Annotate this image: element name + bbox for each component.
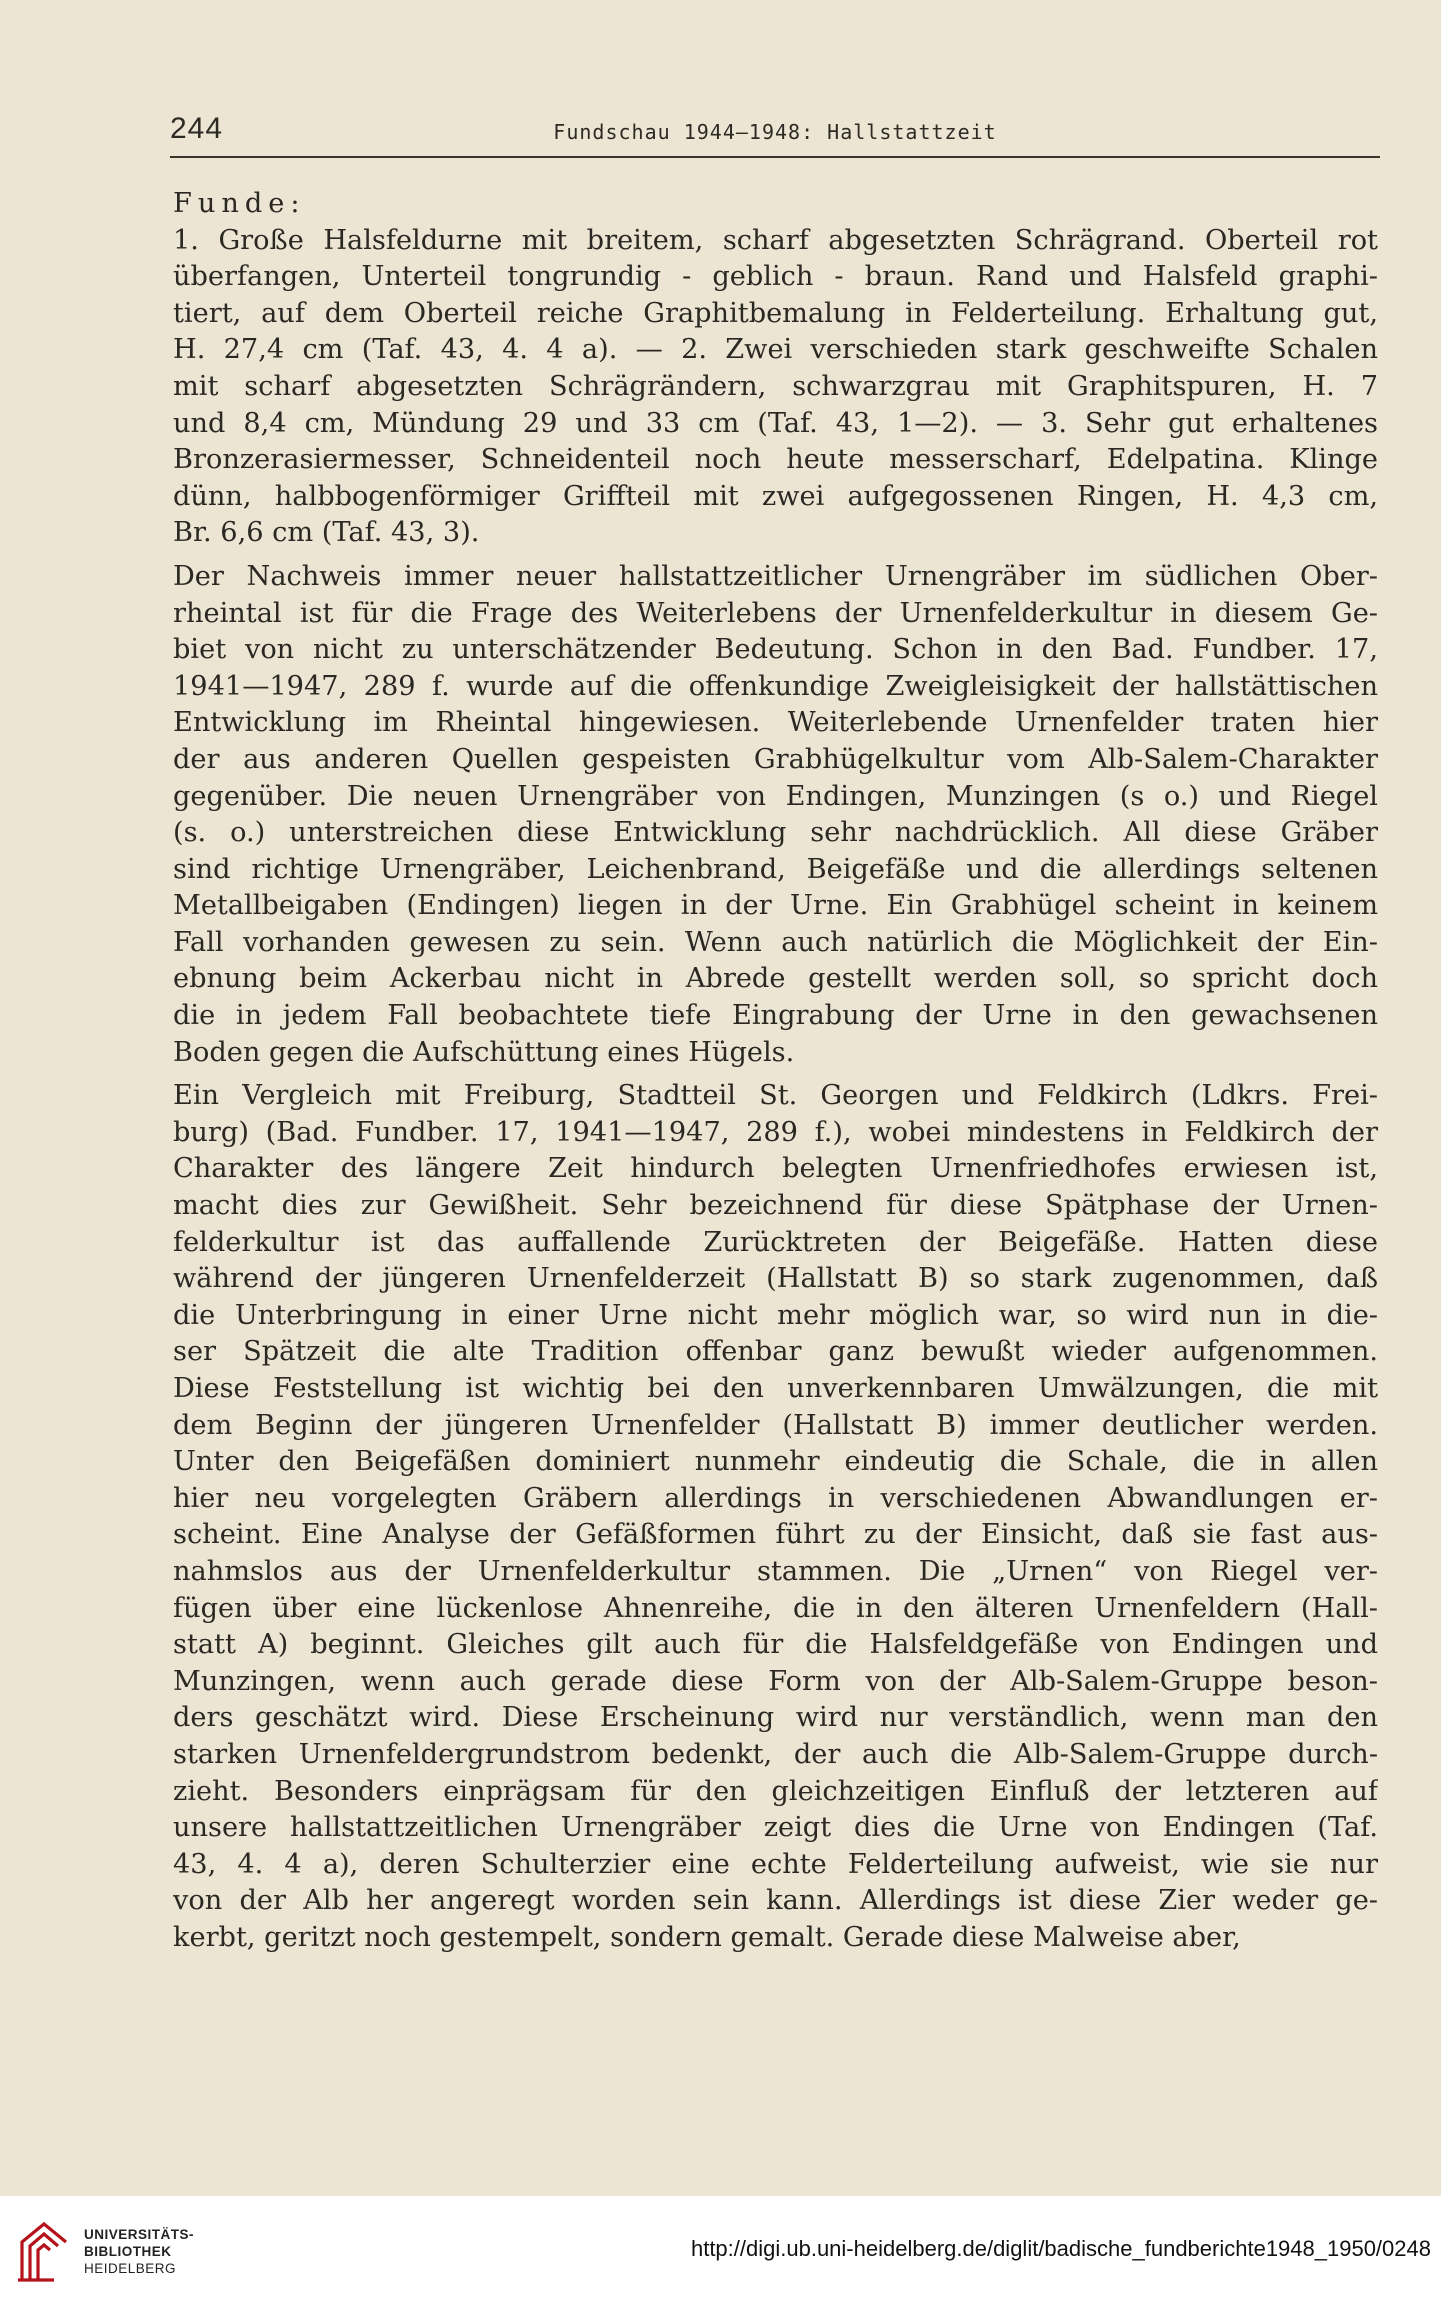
text-line: zieht. Besonders einprägsam für den gleichzeitigen Einfluß der letzteren auf <box>173 1775 1378 1807</box>
text-line: ser Spätzeit die alte Tradition offenbar ganz bewußt wieder aufgenommen. <box>173 1336 1378 1368</box>
text-line: hier neu vorgelegten Gräbern allerdings in verschiedenen Abwandlungen er- <box>173 1482 1378 1514</box>
text-line: 1941—1947, 289 f. wurde auf die offenkundige Zweigleisigkeit der hallstättischen <box>173 670 1378 702</box>
text-line: scheint. Eine Analyse der Gefäßformen führt zu der Einsicht, daß sie fast aus- <box>173 1519 1378 1551</box>
text-line: biet von nicht zu unterschätzender Bedeutung. Schon in den Bad. Fundber. 17, <box>173 634 1378 666</box>
text-line: dünn, halbbogenförmiger Griffteil mit zwei aufgegossenen Ringen, H. 4,3 cm, <box>173 480 1378 512</box>
text-line: tiert, auf dem Oberteil reiche Graphitbemalung in Felderteilung. Erhaltung gut, <box>173 297 1378 329</box>
paragraph-vergleich <box>173 1078 1378 1956</box>
text-line: Unter den Beigefäßen dominiert nunmehr eindeutig die Schale, die in allen <box>173 1446 1378 1478</box>
text-line: von der Alb her angeregt worden sein kann. Allerdings ist diese Zier weder ge- <box>173 1885 1378 1917</box>
footer <box>0 2196 1441 2311</box>
library-logo-icon <box>14 2220 76 2284</box>
text-line: während der jüngeren Urnenfelderzeit (Hallstatt B) so stark zugenommen, daß <box>173 1263 1378 1295</box>
text-line: Fall vorhanden gewesen zu sein. Wenn auch natürlich die Möglichkeit der Ein- <box>173 926 1378 958</box>
text-line: dem Beginn der jüngeren Urnenfelder (Hallstatt B) immer deutlicher werden. <box>173 1409 1378 1441</box>
text-line: Metallbeigaben (Endingen) liegen in der Urne. Ein Grabhügel scheint in keinem <box>173 890 1378 922</box>
text-line: ebnung beim Ackerbau nicht in Abrede gestellt werden soll, so spricht doch <box>173 963 1378 995</box>
text-line: fügen über eine lückenlose Ahnenreihe, die in den älteren Urnenfeldern (Hall- <box>173 1592 1378 1624</box>
text-line: die Unterbringung in einer Urne nicht mehr möglich war, so wird nun in die- <box>173 1299 1378 1331</box>
text-line: statt A) beginnt. Gleiches gilt auch für die Halsfeldgefäße von Endingen und <box>173 1629 1378 1661</box>
text-line: Munzingen, wenn auch gerade diese Form von der Alb-Salem-Gruppe beson- <box>173 1665 1378 1697</box>
page-number: 244 <box>170 112 224 145</box>
text-line: Br. 6,6 cm (Taf. 43, 3). <box>173 517 480 549</box>
text-line: überfangen, Unterteil tongrundig - geblich - braun. Rand und Halsfeld graphi- <box>173 261 1378 293</box>
library-name-line: BIBLIOTHEK <box>84 2244 172 2259</box>
text-line: Boden gegen die Aufschüttung eines Hügels. <box>173 1036 795 1068</box>
text-line: der aus anderen Quellen gespeisten Grabhügelkultur vom Alb-Salem-Charakter <box>173 743 1378 775</box>
finds-heading: Funde: <box>173 188 306 219</box>
text-line: Entwicklung im Rheintal hingewiesen. Weiterlebende Urnenfelder traten hier <box>173 707 1378 739</box>
running-head: Fundschau 1944—1948: Hallstattzeit <box>553 120 997 144</box>
body-text <box>173 186 1378 1957</box>
text-line: Charakter des längere Zeit hindurch belegten Urnenfriedhofes erwiesen ist, <box>173 1153 1378 1185</box>
text-line: nahmslos aus der Urnenfelderkultur stammen. Die „Urnen“ von Riegel ver- <box>173 1555 1378 1587</box>
source-url-link[interactable]: http://digi.ub.uni-heidelberg.de/diglit/badische_fundberichte1948_1950/0248 <box>690 2236 1431 2261</box>
library-name <box>84 2226 284 2277</box>
text-line: mit scharf abgesetzten Schrägrändern, schwarzgrau mit Graphitspuren, H. 7 <box>173 370 1378 402</box>
text-line: Diese Feststellung ist wichtig bei den unverkennbaren Umwälzungen, die mit <box>173 1373 1378 1404</box>
page-header <box>170 110 1380 158</box>
text-line: rheintal ist für die Frage des Weiterlebens der Urnenfelderkultur in diesem Ge- <box>173 597 1378 629</box>
text-line: 1. Große Halsfeldurne mit breitem, scharf abgesetzten Schrägrand. Oberteil rot <box>173 224 1378 256</box>
text-line: kerbt, geritzt noch gestempelt, sondern gemalt. Gerade diese Malweise aber, <box>173 1921 1241 1953</box>
text-line: Bronzerasiermesser, Schneidenteil noch heute messerscharf, Edelpatina. Klinge <box>173 444 1378 476</box>
text-line: felderkultur ist das auffallende Zurücktreten der Beigefäße. Hatten diese <box>173 1226 1378 1258</box>
text-line: ders geschätzt wird. Diese Erscheinung wird nur verständlich, wenn man den <box>173 1702 1378 1734</box>
text-line: Der Nachweis immer neuer hallstattzeitlicher Urnengräber im südlichen Ober- <box>173 560 1378 592</box>
text-line: Ein Vergleich mit Freiburg, Stadtteil St. Georgen und Feldkirch (Ldkrs. Frei- <box>173 1080 1378 1112</box>
text-line: die in jedem Fall beobachtete tiefe Eingrabung der Urne in den gewachsenen <box>173 1000 1378 1032</box>
text-line: starken Urnenfeldergrundstrom bedenkt, der auch die Alb-Salem-Gruppe durch- <box>173 1738 1378 1770</box>
text-line: unsere hallstattzeitlichen Urnengräber zeigt dies die Urne von Endingen (Taf. <box>173 1812 1378 1844</box>
text-line: gegenüber. Die neuen Urnengräber von Endingen, Munzingen (s o.) und Riegel <box>173 780 1378 812</box>
text-line: H. 27,4 cm (Taf. 43, 4. 4 a). — 2. Zwei verschieden stark geschweifte Schalen <box>173 334 1378 366</box>
text-line: 43, 4. 4 a), deren Schulterzier eine echte Felderteilung aufweist, wie sie nur <box>173 1848 1378 1880</box>
library-name-line: UNIVERSITÄTS- <box>84 2227 195 2242</box>
text-line: (s. o.) unterstreichen diese Entwicklung sehr nachdrücklich. All diese Gräber <box>173 817 1378 849</box>
paragraph-urnengraeber <box>173 559 1378 1071</box>
finds-paragraph <box>173 223 1378 552</box>
library-name-line: HEIDELBERG <box>84 2261 177 2276</box>
text-line: sind richtige Urnengräber, Leichenbrand, Beigefäße und die allerdings seltenen <box>173 853 1378 885</box>
text-line: und 8,4 cm, Mündung 29 und 33 cm (Taf. 43, 1—2). — 3. Sehr gut erhaltenes <box>173 407 1378 439</box>
text-line: burg) (Bad. Fundber. 17, 1941—1947, 289 f.), wobei mindestens in Feldkirch der <box>173 1116 1378 1148</box>
text-line: macht dies zur Gewißheit. Sehr bezeichnend für diese Spätphase der Urnen- <box>173 1190 1378 1222</box>
